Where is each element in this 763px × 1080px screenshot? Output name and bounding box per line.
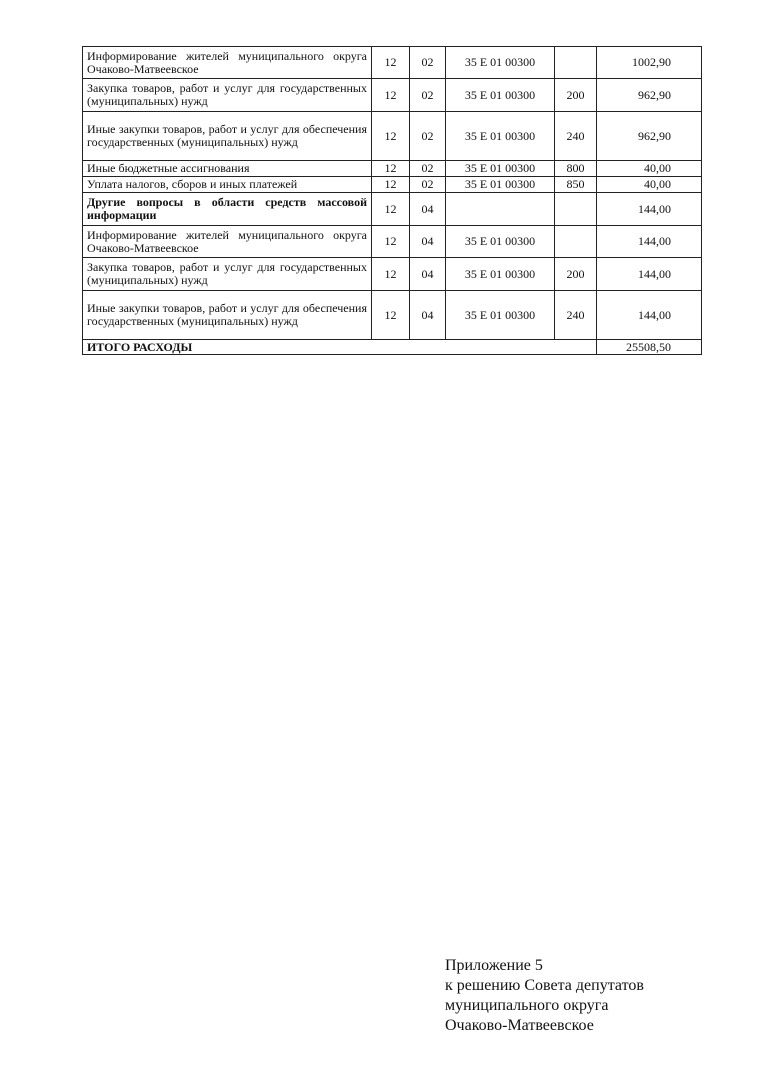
- row-target: 35 Е 01 00300: [446, 177, 555, 193]
- row-section: 12: [372, 291, 410, 340]
- row-sum: 144,00: [597, 258, 702, 291]
- row-sum: 40,00: [597, 177, 702, 193]
- row-target: 35 Е 01 00300: [446, 258, 555, 291]
- total-sum: 25508,50: [597, 340, 702, 355]
- row-name: Уплата налогов, сборов и иных платежей: [83, 177, 372, 193]
- table-row: [83, 258, 702, 291]
- row-name: Закупка товаров, работ и услуг для государственных (муниципальных) нужд: [83, 79, 372, 112]
- row-type: [555, 193, 597, 226]
- row-section: 12: [372, 112, 410, 161]
- row-type: 240: [555, 291, 597, 340]
- row-subsection: 02: [410, 79, 446, 112]
- total-label: ИТОГО РАСХОДЫ: [83, 340, 597, 355]
- table-total-row: [83, 340, 702, 355]
- row-section: 12: [372, 193, 410, 226]
- table-row-section-heading: [83, 193, 702, 226]
- table-row: [83, 161, 702, 177]
- appendix-line-3: Очаково-Матвеевское: [445, 1017, 594, 1034]
- table-row: [83, 79, 702, 112]
- row-subsection: 04: [410, 258, 446, 291]
- row-target: 35 Е 01 00300: [446, 291, 555, 340]
- row-target: 35 Е 01 00300: [446, 79, 555, 112]
- row-section: 12: [372, 226, 410, 258]
- table-row: [83, 177, 702, 193]
- row-type: [555, 226, 597, 258]
- row-type: 800: [555, 161, 597, 177]
- appendix-note: [445, 956, 644, 1036]
- row-subsection: 02: [410, 161, 446, 177]
- row-subsection: 04: [410, 226, 446, 258]
- row-subsection: 04: [410, 193, 446, 226]
- row-type: 240: [555, 112, 597, 161]
- row-type: 850: [555, 177, 597, 193]
- table-row: [83, 226, 702, 258]
- row-target: 35 Е 01 00300: [446, 226, 555, 258]
- row-section: 12: [372, 258, 410, 291]
- row-type: 200: [555, 258, 597, 291]
- row-sum: 144,00: [597, 193, 702, 226]
- row-type: 200: [555, 79, 597, 112]
- row-subsection: 02: [410, 112, 446, 161]
- row-sum: 962,90: [597, 112, 702, 161]
- row-name: Другие вопросы в области средств массовой информации: [83, 193, 372, 226]
- row-subsection: 02: [410, 47, 446, 79]
- row-name: Иные закупки товаров, работ и услуг для обеспечения государственных (муниципальных) нужд: [83, 112, 372, 161]
- table-row: [83, 112, 702, 161]
- row-subsection: 02: [410, 177, 446, 193]
- row-section: 12: [372, 79, 410, 112]
- table-row: [83, 291, 702, 340]
- row-sum: 1002,90: [597, 47, 702, 79]
- row-target: [446, 193, 555, 226]
- row-target: 35 Е 01 00300: [446, 112, 555, 161]
- row-name: Информирование жителей муниципального округа Очаково-Матвеевское: [83, 226, 372, 258]
- row-subsection: 04: [410, 291, 446, 340]
- row-section: 12: [372, 161, 410, 177]
- row-name: Иные закупки товаров, работ и услуг для обеспечения государственных (муниципальных) нужд: [83, 291, 372, 340]
- row-sum: 962,90: [597, 79, 702, 112]
- row-name: Иные бюджетные ассигнования: [83, 161, 372, 177]
- budget-table: [82, 46, 702, 355]
- row-name: Закупка товаров, работ и услуг для государственных (муниципальных) нужд: [83, 258, 372, 291]
- row-sum: 40,00: [597, 161, 702, 177]
- row-type: [555, 47, 597, 79]
- row-section: 12: [372, 177, 410, 193]
- row-name: Информирование жителей муниципального округа Очаково-Матвеевское: [83, 47, 372, 79]
- row-sum: 144,00: [597, 291, 702, 340]
- row-section: 12: [372, 47, 410, 79]
- row-target: 35 Е 01 00300: [446, 47, 555, 79]
- row-sum: 144,00: [597, 226, 702, 258]
- appendix-title: Приложение 5: [445, 957, 543, 974]
- row-target: 35 Е 01 00300: [446, 161, 555, 177]
- appendix-line-1: к решению Совета депутатов: [445, 977, 644, 994]
- appendix-line-2: муниципального округа: [445, 997, 609, 1014]
- table-row: [83, 47, 702, 79]
